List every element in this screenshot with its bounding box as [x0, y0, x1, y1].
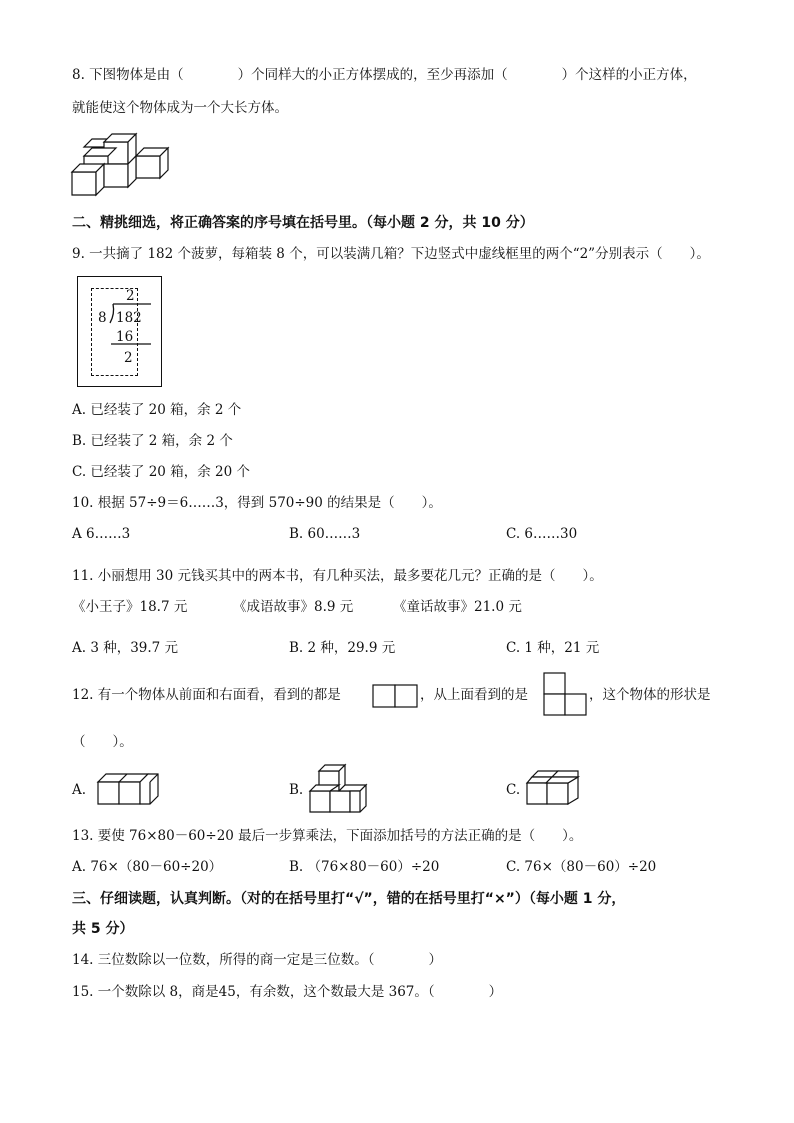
q8-line2: 就能使这个物体成为一个大长方体。: [72, 100, 288, 116]
q13-option-a: A. 76×（80－60÷20）: [72, 859, 223, 875]
division-divisor: 8: [98, 310, 107, 326]
option-a-solid-figure: [96, 772, 160, 808]
q12-stem-b: ，从上面看到的是: [420, 687, 528, 703]
q11-option-b: B. 2 种，29.9 元: [289, 640, 396, 656]
cube-stack-figure: [70, 131, 170, 199]
section3-heading-line1: 三、仔细读题，认真判断。（对的在括号里打“√”，错的在括号里打“×”）（每小题 1 分，: [72, 891, 626, 907]
q13-option-b: B. （76×80－60）÷20: [289, 859, 440, 875]
section2-heading: 二、精挑细选，将正确答案的序号填在括号里。（每小题 2 分，共 10 分）: [72, 215, 534, 231]
q13-stem: 13. 要使 76×80－60÷20 最后一步算乘法，下面添加括号的方法正确的是（ ）。: [72, 828, 583, 844]
q11-option-c: C. 1 种，21 元: [506, 640, 600, 656]
q11-option-a: A. 3 种，39.7 元: [72, 640, 179, 656]
division-product: 16: [116, 329, 134, 345]
q12-option-a: A.: [72, 782, 87, 798]
front-right-view-figure: [372, 684, 418, 708]
q12-stem-c: ，这个物体的形状是: [589, 687, 711, 703]
q9-option-c: C. 已经装了 20 箱，余 20 个: [72, 464, 250, 480]
q13-option-c: C. 76×（80－60）÷20: [506, 859, 657, 875]
q12-option-b: B.: [289, 782, 304, 798]
q10-option-c: C. 6……30: [506, 526, 578, 542]
q11-stem: 11. 小丽想用 30 元钱买其中的两本书，有几种买法，最多要花几元？正确的是（ ）。: [72, 568, 603, 584]
q12-option-c: C.: [506, 782, 521, 798]
option-b-solid-figure: [309, 763, 369, 815]
q9-option-a: A. 已经装了 20 箱，余 2 个: [72, 402, 242, 418]
q10-option-a: A 6……3: [72, 526, 131, 542]
q11-book-3: 《童话故事》21.0 元: [393, 599, 522, 615]
q12-stem-d: （ ）。: [72, 734, 133, 750]
q9-option-b: B. 已经装了 2 箱，余 2 个: [72, 433, 233, 449]
q9-stem: 9. 一共摘了 182 个菠萝，每箱装 8 个，可以装满几箱？下边竖式中虚线框里的两个“2”分别表示（ ）。: [72, 246, 710, 262]
option-c-solid-figure: [526, 770, 582, 808]
division-quotient: 2: [126, 288, 135, 304]
q14-stem: 14. 三位数除以一位数，所得的商一定是三位数。（ ）: [72, 952, 443, 968]
top-view-figure: [543, 672, 587, 716]
q10-stem: 10. 根据 57÷9＝6……3，得到 570÷90 的结果是（ ）。: [72, 495, 442, 511]
section3-heading-line2: 共 5 分）: [72, 921, 134, 937]
division-dividend: 182: [116, 310, 142, 326]
q12-stem-a: 12. 有一个物体从前面和右面看，看到的都是: [72, 687, 341, 703]
q15-stem: 15. 一个数除以 8，商是45，有余数，这个数最大是 367。（ ）: [72, 984, 503, 1000]
q8-line1: 8. 下图物体是由（ ）个同样大的小正方体摆成的，至少再添加（ ）个这样的小正方体，: [72, 67, 697, 83]
division-remainder: 2: [124, 350, 133, 366]
q11-book-2: 《成语故事》8.9 元: [233, 599, 354, 615]
q10-option-b: B. 60……3: [289, 526, 361, 542]
q11-book-1: 《小王子》18.7 元: [72, 599, 188, 615]
